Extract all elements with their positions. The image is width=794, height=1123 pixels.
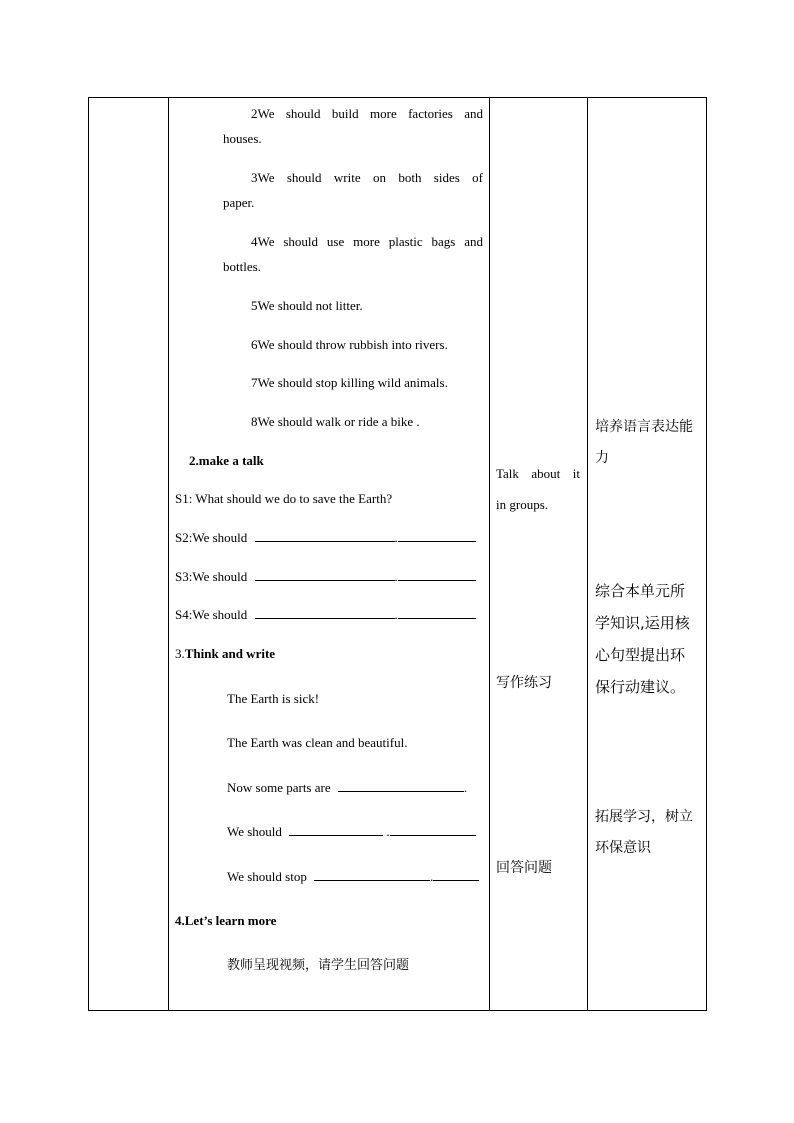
write-line-label: We should — [227, 824, 282, 839]
answer-blank — [255, 566, 395, 581]
purpose-3-line2: 环保意识 — [595, 840, 651, 856]
sentence-4b: bottles. — [223, 259, 261, 274]
talk-line-s2: S2:We should . — [175, 525, 476, 550]
activity-cell — [490, 98, 587, 1010]
purpose-2-line3: 心句型提出环 — [595, 646, 686, 664]
purpose-cell — [588, 98, 706, 1010]
talk-line-s4: S4:We should . — [175, 602, 476, 627]
sentence-3b: paper. — [223, 195, 255, 210]
write-number: 3. — [175, 646, 185, 661]
activity-talk-line2: in groups. — [496, 497, 548, 512]
write-line-label: Now some parts are — [227, 780, 331, 795]
answer-blank — [398, 566, 476, 581]
answer-blank — [255, 604, 395, 619]
sentence-4a: 4We should use more plastic bags and — [251, 234, 483, 249]
answer-blank — [433, 866, 479, 881]
purpose-1-line1: 培养语言表达能 — [595, 419, 693, 435]
answer-blank — [255, 527, 395, 542]
talk-line-label: S4:We should — [175, 607, 248, 622]
write-line-1: The Earth is sick! — [227, 691, 320, 706]
sentence-2b: houses. — [223, 131, 262, 146]
write-heading — [175, 641, 275, 666]
write-line-2: The Earth was clean and beautiful. — [227, 735, 408, 750]
stage-cell — [89, 98, 168, 1010]
write-line-5: We should stop . — [227, 864, 479, 889]
learn-heading: 4.Let’s learn more — [175, 913, 277, 928]
write-line-4: We should . — [227, 819, 476, 844]
content-cell — [169, 98, 489, 1010]
write-title: Think and write — [184, 646, 276, 661]
talk-line-s3: S3:We should . — [175, 564, 476, 589]
write-line-3: Now some parts are . — [227, 775, 467, 800]
purpose-2-line4: 保行动建议。 — [595, 678, 686, 696]
purpose-1-line2: 力 — [595, 450, 609, 466]
activity-writing: 写作练习 — [496, 675, 552, 691]
purpose-2-line2: 学知识,运用核 — [595, 614, 690, 632]
sentence-8: 8We should walk or ride a bike . — [251, 414, 420, 429]
talk-heading: 2.make a talk — [189, 453, 264, 468]
talk-question: S1: What should we do to save the Earth? — [175, 491, 393, 506]
talk-line-label: S2:We should — [175, 530, 248, 545]
sentence-2a: 2We should build more factories and — [251, 106, 483, 121]
purpose-2-line1: 综合本单元所 — [595, 582, 686, 600]
answer-blank — [289, 821, 383, 836]
lesson-plan-table — [88, 97, 707, 1011]
sentence-5: 5We should not litter. — [251, 298, 363, 313]
activity-talk-line1: Talk about it — [496, 466, 580, 481]
write-line-label: We should stop — [227, 869, 307, 884]
activity-answer: 回答问题 — [496, 860, 552, 876]
sentence-6: 6We should throw rubbish into rivers. — [251, 337, 448, 352]
answer-blank — [398, 604, 476, 619]
answer-blank — [314, 866, 430, 881]
answer-blank — [398, 527, 476, 542]
answer-blank — [338, 777, 464, 792]
sentence-7: 7We should stop killing wild animals. — [251, 375, 448, 390]
purpose-3-line1: 拓展学习，树立 — [595, 809, 693, 825]
talk-line-label: S3:We should — [175, 569, 248, 584]
answer-blank — [390, 821, 476, 836]
sentence-3a: 3We should write on both sides of — [251, 170, 483, 185]
learn-text: 教师呈现视频，请学生回答问题 — [227, 958, 410, 973]
